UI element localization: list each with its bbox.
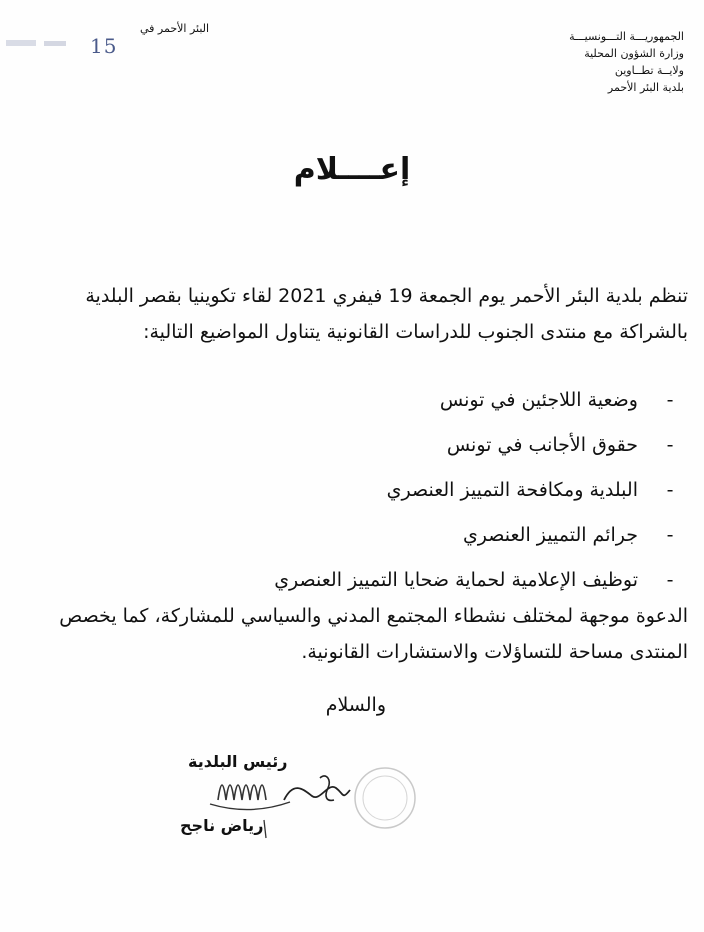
place-date-label: البئر الأحمر في [140, 22, 210, 35]
list-item [124, 378, 684, 423]
signatory-title: رئيس البلدية [188, 752, 288, 771]
letterhead-ministry: وزارة الشؤون المحلية [584, 47, 684, 60]
document-title: إعــــلام [293, 152, 411, 187]
signatory-name: رياض ناجح [180, 816, 264, 835]
list-item [124, 468, 684, 513]
bullet-dash: - [666, 569, 674, 591]
stamp-number: 15 [90, 34, 118, 58]
list-item [124, 558, 684, 603]
letterhead [524, 28, 684, 96]
topics-list [124, 378, 684, 603]
list-item [124, 423, 684, 468]
intro-line: تنظم بلدية البئر الأحمر يوم الجمعة 19 فيفري 2021 لقاء تكوينيا بقصر البلدية [85, 285, 688, 307]
bullet-dash: - [666, 434, 674, 456]
intro-paragraph [8, 278, 688, 350]
letterhead-municipality: بلدية البئر الأحمر [607, 81, 684, 94]
invitation-line: الدعوة موجهة لمختلف نشطاء المجتمع المدني والسياسي للمشاركة، كما يخصص [59, 605, 688, 627]
invitation-paragraph [8, 598, 688, 670]
topic-text: جرائم التمييز العنصري [462, 524, 638, 546]
letterhead-governorate: ولايــة تطــاوين [614, 64, 684, 77]
closing-text: والسلام [325, 694, 386, 716]
bullet-dash: - [666, 524, 674, 546]
invitation-line: المنتدى مساحة للتساؤلات والاستشارات القانونية. [301, 641, 688, 663]
topic-text: توظيف الإعلامية لحماية ضحايا التمييز العنصري [274, 569, 638, 591]
topic-text: البلدية ومكافحة التمييز العنصري [386, 479, 638, 501]
list-item [124, 513, 684, 558]
intro-line: بالشراكة مع منتدى الجنوب للدراسات القانونية يتناول المواضيع التالية: [143, 321, 688, 343]
topic-text: حقوق الأجانب في تونس [446, 434, 638, 456]
faint-stamp [4, 36, 84, 52]
letterhead-country: الجمهوريـــة التـــونسيـــة [569, 30, 684, 43]
bullet-dash: - [666, 479, 674, 501]
bullet-dash: - [666, 389, 674, 411]
topic-text: وضعية اللاجئين في تونس [439, 389, 638, 411]
